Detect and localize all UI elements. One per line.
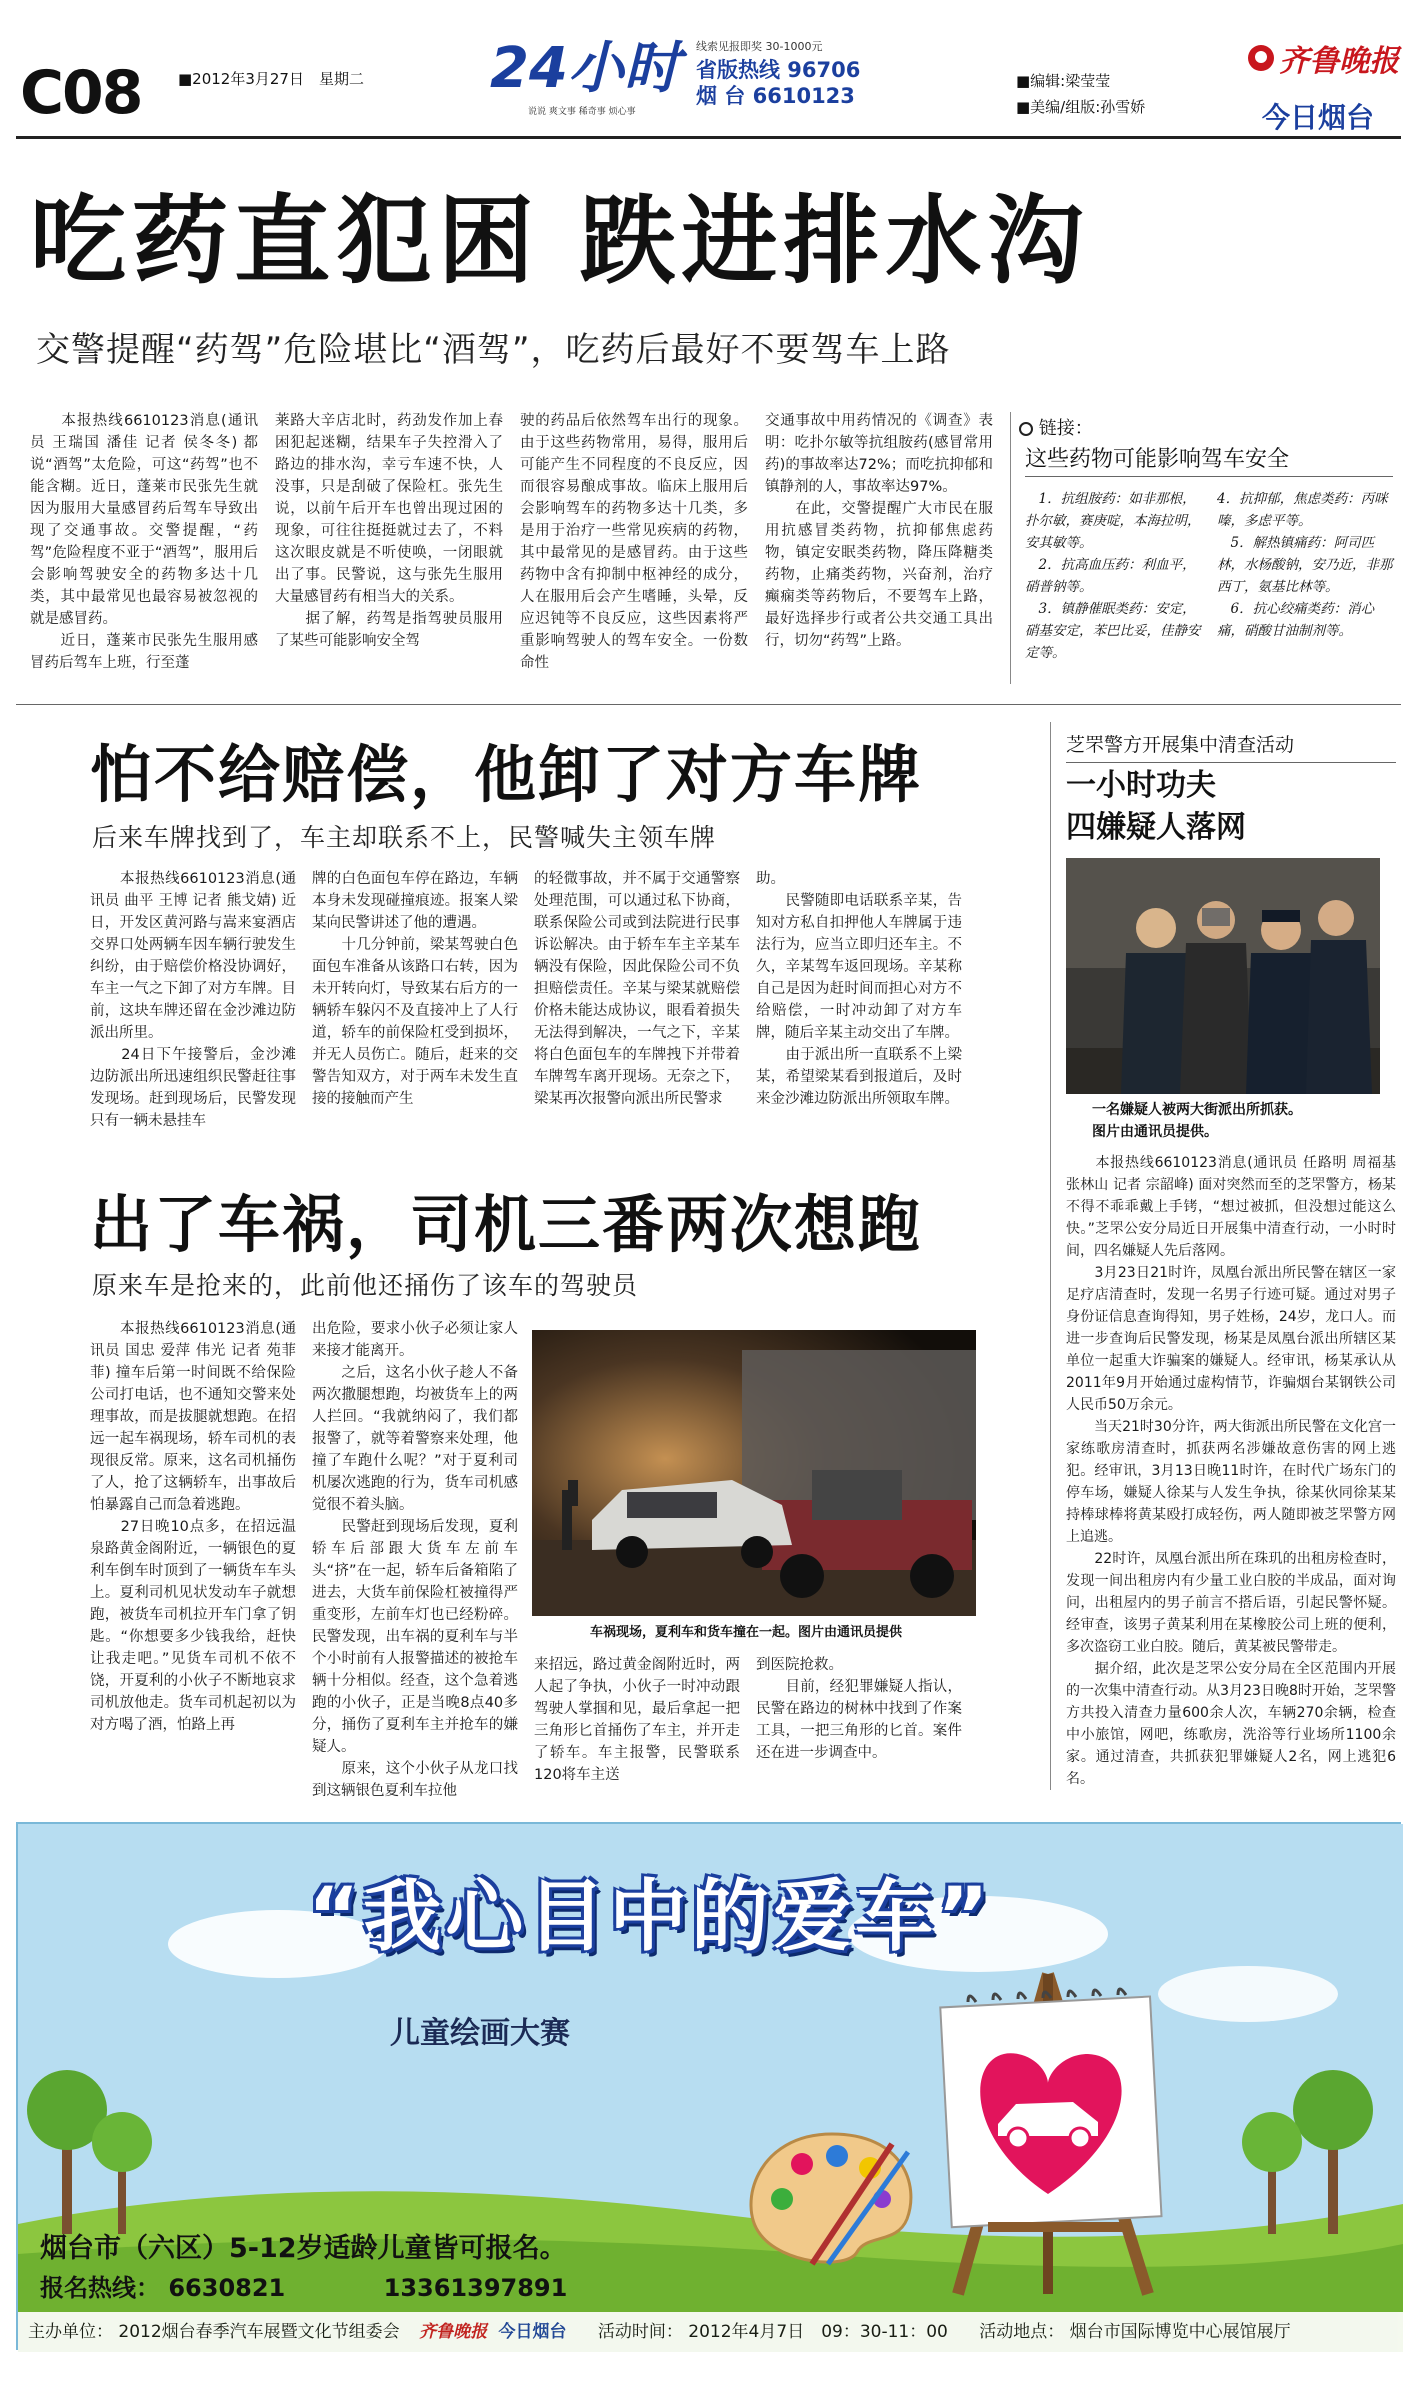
edition-name: 今日烟台 xyxy=(1262,101,1375,134)
page-number: C08 xyxy=(20,58,142,128)
hotline-yantai: 烟 台 6610123 xyxy=(696,84,855,108)
ad-phone-label: 报名热线： xyxy=(40,2274,160,2302)
story4-headline-1: 一小时功夫 xyxy=(1066,768,1216,803)
story1-text-2: 莱路大辛店北时，药劲发作加上春困犯起迷糊，结果车子失控滑入了路边的排水沟，幸亏车速不快，人没事，只是刮破了保险杠。张先生说，以前午后开车也曾出现过困的现象，可往往挺挺就过去了，不料这次眼皮就是不听使唤，一闭眼就出了事。民警说，这与张先生服用大量感冒药有相当大的关系。 据了解，药驾是指驾驶员服用了某些可能影响安全驾 xyxy=(275,413,503,649)
drawing-contest-ad xyxy=(16,1822,1401,2350)
arrest-photo-image xyxy=(1066,858,1380,1094)
footer-paper-logo: 齐鲁晚报 xyxy=(419,2322,488,2342)
story4-text: 本报热线6610123消息(通讯员 任路明 周福基 张林山 记者 宗韶峰) 面对突然而至的芝罘警方，杨某不得不乖乖戴上手铐，“想过被抓，但没想过能这么快。”芝罘公安分局近日开展集中清查行动，一小时时间，四名嫌疑人先后落网。 3月23日21时许，凤凰台派出所民警在辖区一家足疗店清查时，发现一名男子行迹可疑。通过对男子身份证信息查询得知，男子姓杨，24岁，龙口人。而进一步查询后民警发现，杨某是凤凰台派出所辖区某单位一起重大诈骗案的嫌疑人。经审讯，杨某承认从2011年9月开始通过虚构情节，诈骗烟台某钢铁公司人民币50万余元。 当天21时30分许，两大街派出所民警在文化宫一家练歌房清查时，抓获两名涉嫌故意伤害的网上逃犯。经审讯，3月13日晚11时许，在时代广场东门的停车场，嫌疑人徐某与人发生争执，徐某伙同徐某某持棒球棒将黄某殴打成轻伤，两人随即被芝罘警方网上追逃。 22时许，凤凰台派出所在珠玑的出租房检查时，发现一间出租房内有少量工业白胶的半成品，面对询问，出租屋内的男子前言不搭后语，引起民警怀疑。经审查，该男子黄某利用在某橡胶公司上班的便利，多次盗窃工业白胶。随后，黄某被民警带走。 据介绍，此次是芝罘公安分局在全区范围内开展的一次集中清查行动。从3月23日晚8时开始，芝罘警方共投入清查力量600余人次，车辆270余辆，检查中小旅馆，网吧，练歌房，洗浴等行业场所1100余家。通过清查，共抓获犯罪嫌疑人2名，网上逃犯6名。 xyxy=(1066,1155,1396,1787)
paper-name: 齐鲁晚报 xyxy=(1279,44,1400,79)
section-rule-1 xyxy=(16,704,1401,705)
story1-column-2 xyxy=(275,410,503,680)
ad-footer-bar xyxy=(18,2312,1403,2352)
paper-logo xyxy=(1248,36,1399,80)
story3-text-1: 本报热线6610123消息(通讯员 国忠 爱萍 伟光 记者 苑菲菲) 撞车后第一时间既不给保险公司打电话，也不通知交警来处理事故，而是拔腿就想跑。在招远一起车祸现场，轿车司机的表现很反常。原来，这名司机捅伤了人，抢了这辆轿车，出事故后怕暴露自己而急着逃跑。 27日晚10点多，在招远温泉路黄金阁附近，一辆银色的夏利车倒车时顶到了一辆货车车头上。夏利司机见状发动车子就想跑，被货车司机拉开车门拿了钥匙。“你想要多少钱我给，赶快让我走吧。”见货车司机不依不饶，开夏利的小伙子不断地哀求司机放他走。货车司机起初以为对方喝了酒，怕路上再 xyxy=(90,1321,296,1733)
story1-headline: 吃药直犯困 跌进排水沟 xyxy=(30,185,1090,297)
story2-column-1 xyxy=(90,868,296,1178)
story3-column-2 xyxy=(312,1318,518,1799)
crash-photo xyxy=(532,1330,976,1616)
story4-kicker: 芝罘警方开展集中清查活动 xyxy=(1066,734,1295,756)
arrest-photo xyxy=(1066,858,1380,1094)
story2-text-3: 的轻微事故，并不属于交通警察处理范围，可以通过私下协商，联系保险公司或到法院进行民事诉讼解决。由于轿车车主辛某车辆没有保险，因此保险公司不负担赔偿责任。辛某与梁某就赔偿价格未能达成协议，眼看着损失无法得到解决，一气之下，辛某将白色面包车的车牌拽下并带着车牌驾车离开现场。无奈之下，梁某再次报警向派出所民警求 xyxy=(534,871,740,1107)
story4-body xyxy=(1066,1152,1396,1787)
story2-text-4: 助。 民警随即电话联系辛某，告知对方私自扣押他人车牌属于违法行为，应当立即归还车主。不久，辛某驾车返回现场。辛某称自己是因为赶时间而担心对方不给赔偿，一时冲动卸了对方车牌，随后辛某主动交出了车牌。 由于派出所一直联系不上梁某，希望梁某看到报道后，及时来金沙滩边防派出所领取车牌。 xyxy=(756,871,962,1107)
hotline-province: 省版热线 96706 xyxy=(696,58,861,82)
story1-column-4 xyxy=(765,410,993,680)
sidebar-list-left: 1．抗组胺药：如非那根，扑尔敏，赛庚啶，本海拉明，安其敏等。 2．抗高血压药：利血平，硝普钠等。 3．镇静催眠类药：安定，硝基安定，苯巴比妥，佳静安定等。 xyxy=(1025,491,1201,661)
organizer-label: 主办单位： xyxy=(28,2322,113,2342)
story1-text-3: 驶的药品后依然驾车出行的现象。由于这些药物常用，易得，服用后可能产生不同程度的不良反应，因而很容易酿成事故。临床上服用后会影响驾车的药物多达十几类，多是用于治疗一些常见疾病的药物，其中最常见的是感冒药。由于这些药物中含有抑制中枢神经的成分，人在服用后会产生嗜睡，头晕，反应迟钝等不良反应，这些因素将严重影响驾驶人的驾车安全。一份数命性 xyxy=(520,413,748,671)
story2-text-1: 本报热线6610123消息(通讯员 曲平 王博 记者 熊戈婧) 近日，开发区黄河路与嵩来宴酒店交界口处两辆车因车辆行驶发生纠纷，由于赔偿价格没协调好，车主一气之下卸了对方车牌。目前，这块车牌还留在金沙滩边防派出所里。 24日下午接警后，金沙滩边防派出所迅速组织民警赶往事发现场。赶到现场后，民警发现只有一辆未悬挂车 xyxy=(90,871,296,1129)
easel-illustration xyxy=(898,1964,1198,2294)
palette-image xyxy=(742,2124,922,2274)
story2-column-2 xyxy=(312,868,518,1178)
place-label: 活动地点： xyxy=(979,2322,1065,2342)
crash-photo-image xyxy=(532,1330,976,1616)
easel-image xyxy=(898,1964,1198,2294)
story3-text-2: 出危险，要求小伙子必须让家人来接才能离开。 之后，这名小伙子趁人不备两次撒腿想跑，均被货车上的两人拦回。“我就纳闷了，我们都报警了，就等着警察来处理，他撞了车跑什么呢？”对于夏利司机屡次逃跑的行为，货车司机感觉很不着头脑。 民警赶到现场后发现，夏利轿车后部跟大货车左前车头“挤”在一起，轿车后备箱陷了进去，大货车前保险杠被撞得严重变形，左前车灯也已经粉碎。民警发现，出车祸的夏利车与半个小时前有人报警描述的被抢车辆十分相似。经查，这个急着逃跑的小伙子，正是当晚8点40多分，捅伤了夏利车主并抢车的嫌疑人。 原来，这个小伙子从龙口找到这辆银色夏利车拉他 xyxy=(312,1321,518,1799)
crash-photo-caption: 车祸现场，夏利车和货车撞在一起。图片由通讯员提供 xyxy=(590,1625,903,1640)
ad-eligibility: 烟台市（六区）5-12岁适龄儿童皆可报名。 xyxy=(40,2233,567,2264)
story3-column-1 xyxy=(90,1318,296,1780)
ad-title: “我心目中的爱车” xyxy=(308,1872,993,1962)
story3-text-3: 来招远，路过黄金阁附近时，两人起了争执，小伙子一时冲动跟驾驶人掌掴和见，最后拿起一把三角形匕首捅伤了车主，并开走了轿车。车主报警，民警联系120将车主送 xyxy=(534,1657,740,1783)
link-icon xyxy=(1019,422,1033,436)
sidebar-title: 这些药物可能影响驾车安全 xyxy=(1025,447,1290,472)
story2-column-3 xyxy=(534,868,740,1178)
story1-column-3 xyxy=(520,410,748,680)
reward-note: 线索见报即奖 30-1000元 xyxy=(696,40,823,53)
ad-subtitle: 儿童绘画大赛 xyxy=(390,2016,570,2051)
time-label: 活动时间： xyxy=(597,2322,683,2342)
ad-phone-1: 6630821 xyxy=(168,2274,286,2302)
story3-column-4 xyxy=(756,1654,962,1780)
story3-subhead: 原来车是抢来的，此前他还捅伤了该车的驾驶员 xyxy=(92,1271,639,1300)
story3-headline: 出了车祸，司机三番两次想跑 xyxy=(90,1188,923,1261)
column-brand xyxy=(490,36,695,117)
story2-text-2: 牌的白色面包车停在路边，车辆本身未发现碰撞痕迹。报案人梁某向民警讲述了他的遭遇。 十几分钟前，梁某驾驶白色面包车准备从该路口右转，因为未开转向灯，导致某右后方的一辆轿车躲闪不及直接冲上了人行道，轿车的前保险杠受到损坏，并无人员伤亡。随后，赶来的交警告知双方，对于两车未发生直接的接触而产生 xyxy=(312,871,518,1107)
header-rule xyxy=(16,136,1401,139)
story2-subhead: 后来车牌找到了，车主却联系不上，民警喊失主领车牌 xyxy=(92,823,717,852)
story3-text-4: 到医院抢救。 目前，经犯罪嫌疑人指认，民警在路边的树林中找到了作案工具，一把三角形的匕首。案件还在进一步调查中。 xyxy=(756,1657,962,1761)
event-time: 2012年4月7日 09：30-11：00 xyxy=(688,2322,948,2342)
ad-phone-2: 13361397891 xyxy=(383,2274,568,2302)
story1-text-4: 交通事故中用药情况的《调查》表明：吃扑尔敏等抗组胺药(感冒常用药)的事故率达72%；而吃抗抑郁和镇静剂的人，事故率达97%。 在此，交警提醒广大市民在服用抗感冒类药物，抗抑郁焦虑药物，镇定安眠类药物，降压降糖类药物，止痛类药物，兴奋剂，治疗癫痫类等药物后，不要驾车上路，最好选择步行或者公共交通工具出行，切勿“药驾”上路。 xyxy=(765,413,993,649)
story1-column-1 xyxy=(30,410,258,680)
story1-subhead: 交警提醒“药驾”危险堪比“酒驾”，吃药后最好不要驾车上路 xyxy=(36,330,951,370)
arrest-photo-caption-1: 一名嫌疑人被两大街派出所抓获。 xyxy=(1092,1102,1302,1118)
sidebar-label: 链接： xyxy=(1019,414,1093,440)
sun-icon xyxy=(1248,45,1274,71)
story1-text-1: 本报热线6610123消息(通讯员 王瑞国 潘佳 记者 侯冬冬) 都说“酒驾”太危险，可这“药驾”也不能含糊。近日，蓬莱市民张先生就因为服用大量感冒药后驾车导致出现了交通事故。交警提醒，“药驾”危险程度不亚于“酒驾”，服用后会影响驾驶安全的药物多达十几类，其中最常见也最容易被忽视的就是感冒药。 近日，蓬莱市民张先生服用感冒药后驾车上班，行至蓬 xyxy=(30,413,258,671)
sidebar-list-right: 4．抗抑郁，焦虑类药：丙咪嗪，多虑平等。 5．解热镇痛药：阿司匹林，水杨酸钠，安乃近，非那西丁，氨基比林等。 6．抗心绞痛类药：消心痛，硝酸甘油制剂等。 xyxy=(1217,491,1393,639)
footer-edition: 今日烟台 xyxy=(498,2322,567,2342)
story2-headline: 怕不给赔偿，他卸了对方车牌 xyxy=(90,738,923,811)
brand-logo: 24小时 xyxy=(490,36,680,101)
event-place: 烟台市国际博览中心展馆展厅 xyxy=(1069,2322,1291,2342)
story2-column-4 xyxy=(756,868,962,1178)
story4-headline-2: 四嫌疑人落网 xyxy=(1066,810,1246,845)
issue-date: ■2012年3月27日 星期二 xyxy=(178,70,364,88)
drug-sidebar xyxy=(1010,412,1398,684)
arrest-photo-caption-2: 图片由通讯员提供。 xyxy=(1092,1124,1218,1140)
ad-hotline xyxy=(40,2268,567,2303)
brand-slogan: 说说 爽文事 稀奇事 烦心事 xyxy=(528,107,636,117)
designer-credit: ■美编/组版:孙雪娇 xyxy=(1016,98,1146,116)
story3-column-3 xyxy=(534,1654,740,1783)
palette-illustration xyxy=(742,2124,922,2274)
organizer-name: 2012烟台春季汽车展暨文化节组委会 xyxy=(118,2322,400,2342)
rail-divider xyxy=(1050,722,1051,1790)
editor-credit: ■编辑:梁莹莹 xyxy=(1016,72,1111,90)
